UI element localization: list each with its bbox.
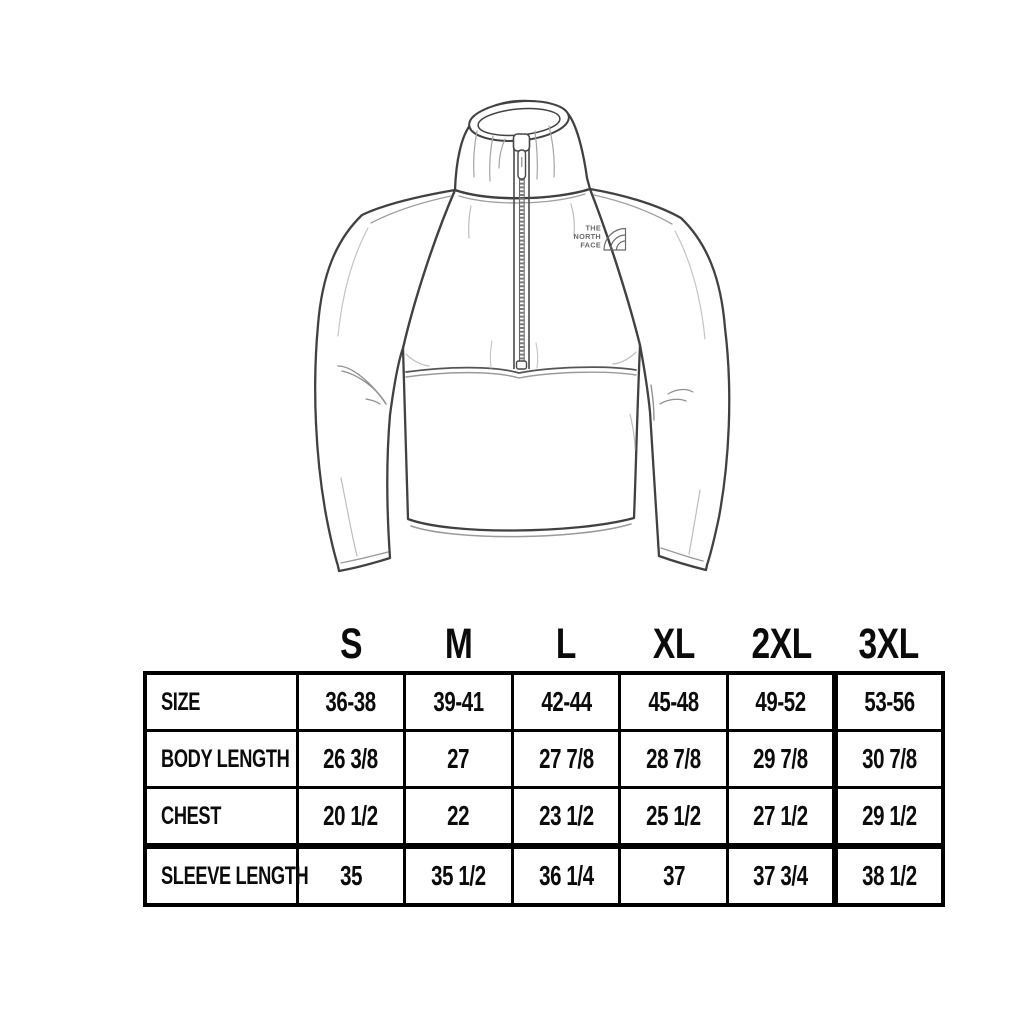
col-header-text: L (556, 620, 577, 668)
cell-text: 36 1/4 (538, 860, 594, 891)
row-label-text: SLEEVE LENGTH (161, 861, 309, 890)
table-row-size (145, 673, 943, 731)
cell-text: 29 1/2 (862, 800, 917, 831)
cell-text: 45-48 (648, 686, 700, 717)
logo-text-line2: NORTH (573, 232, 601, 241)
size-value-cell (405, 731, 513, 788)
cell-text: 25 1/2 (646, 800, 702, 831)
corner-spacer (145, 610, 297, 673)
size-value-cell (728, 846, 836, 905)
cell-text: 35 1/2 (431, 860, 486, 891)
row-label-cell (145, 788, 297, 847)
col-header-s (297, 610, 405, 673)
col-header-xl (620, 610, 728, 673)
logo-text-line1: THE (585, 223, 601, 233)
cell-text: 22 (447, 800, 470, 831)
size-value-cell (835, 846, 943, 905)
size-value-cell (835, 673, 943, 731)
cell-text: 20 1/2 (323, 800, 379, 831)
cell-text: 49-52 (755, 686, 806, 717)
size-value-cell (405, 788, 513, 847)
size-value-cell (620, 846, 728, 905)
col-header-text: 2XL (751, 620, 812, 668)
cell-text: 27 (447, 743, 470, 774)
size-value-cell (728, 731, 836, 788)
size-value-cell (620, 788, 728, 847)
size-value-cell (297, 846, 405, 905)
cell-text: 28 7/8 (646, 743, 702, 774)
row-label-cell (145, 846, 309, 905)
cell-text: 36-38 (325, 686, 377, 717)
table-row-chest (145, 788, 943, 847)
cell-text: 37 3/4 (753, 860, 809, 891)
size-value-cell (835, 731, 943, 788)
col-header-l (512, 610, 620, 673)
size-value-cell (728, 673, 836, 731)
cell-text: 39-41 (433, 686, 484, 717)
col-header-3xl (835, 610, 943, 673)
cell-text: 30 7/8 (862, 743, 917, 774)
cell-text: 23 1/2 (538, 800, 594, 831)
size-value-cell (297, 673, 405, 731)
size-value-cell (512, 673, 620, 731)
col-header-text: M (444, 620, 473, 668)
row-label-text: BODY LENGTH (161, 744, 290, 773)
size-value-cell (835, 788, 943, 847)
cell-text: 27 1/2 (753, 800, 809, 831)
cell-text: 38 1/2 (862, 860, 917, 891)
cell-text: 42-44 (540, 686, 592, 717)
table-row-sleeve-length (145, 846, 943, 905)
cell-text: 29 7/8 (753, 743, 809, 774)
row-label-text: CHEST (161, 801, 222, 830)
size-value-cell (405, 846, 513, 905)
col-header-text: S (339, 620, 362, 668)
size-value-cell (405, 673, 513, 731)
row-label-cell (145, 673, 297, 731)
table-row-body-length (145, 731, 943, 788)
logo-text-line3: FACE (580, 240, 601, 250)
cell-text: 53-56 (864, 686, 915, 717)
zipper-stop (517, 361, 527, 369)
cell-text: 27 7/8 (538, 743, 594, 774)
size-value-cell (512, 788, 620, 847)
size-chart-table (143, 610, 945, 907)
size-value-cell (512, 731, 620, 788)
col-header-text: XL (652, 620, 695, 668)
size-value-cell (728, 788, 836, 847)
cell-text: 35 (339, 860, 362, 891)
cell-text: 26 3/8 (323, 743, 379, 774)
size-header-row (145, 610, 943, 673)
col-header-2xl (728, 610, 836, 673)
zipper-slider (514, 134, 530, 151)
size-value-cell (620, 673, 728, 731)
row-label-text: SIZE (161, 687, 201, 716)
col-header-text: 3XL (858, 620, 920, 668)
size-value-cell (512, 846, 620, 905)
col-header-m (405, 610, 513, 673)
row-label-cell (145, 731, 297, 788)
size-value-cell (620, 731, 728, 788)
cell-text: 37 (662, 860, 685, 891)
size-value-cell (297, 731, 405, 788)
size-value-cell (297, 788, 405, 847)
